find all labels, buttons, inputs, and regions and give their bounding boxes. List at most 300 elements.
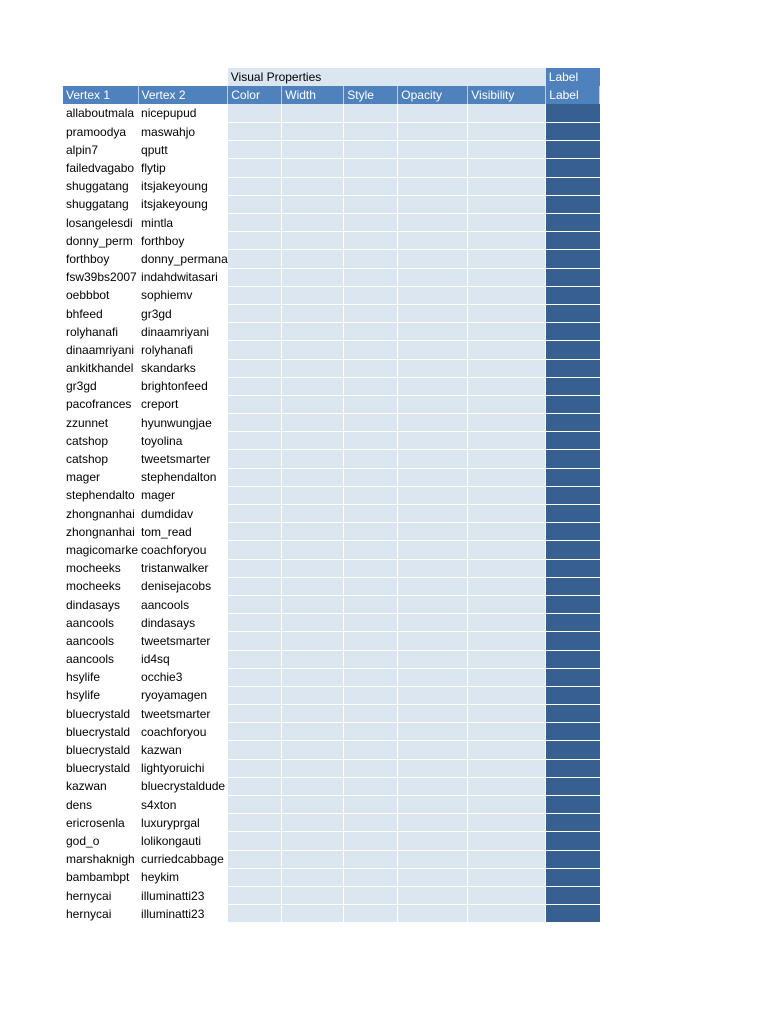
label-cell[interactable] [546, 414, 600, 432]
opacity-cell[interactable] [398, 850, 468, 868]
color-cell[interactable] [228, 359, 282, 377]
style-cell[interactable] [344, 850, 398, 868]
color-cell[interactable] [228, 886, 282, 904]
width-cell[interactable] [282, 377, 344, 395]
column-header-style[interactable]: Style [344, 86, 398, 104]
color-cell[interactable] [228, 632, 282, 650]
width-cell[interactable] [282, 759, 344, 777]
style-cell[interactable] [344, 632, 398, 650]
vertex-2-cell[interactable]: coachforyou [138, 541, 228, 559]
color-cell[interactable] [228, 159, 282, 177]
width-cell[interactable] [282, 359, 344, 377]
visibility-cell[interactable] [468, 886, 546, 904]
width-cell[interactable] [282, 341, 344, 359]
vertex-1-cell[interactable]: dens [63, 796, 138, 814]
color-cell[interactable] [228, 650, 282, 668]
color-cell[interactable] [228, 177, 282, 195]
style-cell[interactable] [344, 668, 398, 686]
visibility-cell[interactable] [468, 177, 546, 195]
opacity-cell[interactable] [398, 668, 468, 686]
label-cell[interactable] [546, 559, 600, 577]
vertex-2-cell[interactable]: hyunwungjae [138, 414, 228, 432]
vertex-1-cell[interactable]: bluecrystald [63, 759, 138, 777]
opacity-cell[interactable] [398, 395, 468, 413]
visibility-cell[interactable] [468, 341, 546, 359]
opacity-cell[interactable] [398, 686, 468, 704]
vertex-2-cell[interactable]: brightonfeed [138, 377, 228, 395]
vertex-1-cell[interactable]: shuggatang [63, 177, 138, 195]
color-cell[interactable] [228, 141, 282, 159]
label-cell[interactable] [546, 468, 600, 486]
column-header-visibility[interactable]: Visibility [468, 86, 546, 104]
vertex-2-cell[interactable]: luxuryprgal [138, 814, 228, 832]
style-cell[interactable] [344, 577, 398, 595]
opacity-cell[interactable] [398, 759, 468, 777]
vertex-2-cell[interactable]: itsjakeyoung [138, 195, 228, 213]
width-cell[interactable] [282, 541, 344, 559]
vertex-1-cell[interactable]: dindasays [63, 595, 138, 613]
color-cell[interactable] [228, 832, 282, 850]
width-cell[interactable] [282, 177, 344, 195]
color-cell[interactable] [228, 814, 282, 832]
width-cell[interactable] [282, 304, 344, 322]
width-cell[interactable] [282, 741, 344, 759]
width-cell[interactable] [282, 141, 344, 159]
label-cell[interactable] [546, 323, 600, 341]
visibility-cell[interactable] [468, 486, 546, 504]
style-cell[interactable] [344, 232, 398, 250]
visibility-cell[interactable] [468, 650, 546, 668]
color-cell[interactable] [228, 195, 282, 213]
width-cell[interactable] [282, 104, 344, 122]
opacity-cell[interactable] [398, 414, 468, 432]
vertex-1-cell[interactable]: catshop [63, 432, 138, 450]
style-cell[interactable] [344, 123, 398, 141]
vertex-1-cell[interactable]: donny_perm [63, 232, 138, 250]
label-cell[interactable] [546, 141, 600, 159]
vertex-1-cell[interactable]: mager [63, 468, 138, 486]
label-cell[interactable] [546, 377, 600, 395]
vertex-2-cell[interactable]: dinaamriyani [138, 323, 228, 341]
opacity-cell[interactable] [398, 214, 468, 232]
vertex-1-cell[interactable]: god_o [63, 832, 138, 850]
opacity-cell[interactable] [398, 741, 468, 759]
vertex-2-cell[interactable]: dumdidav [138, 505, 228, 523]
width-cell[interactable] [282, 414, 344, 432]
style-cell[interactable] [344, 141, 398, 159]
width-cell[interactable] [282, 705, 344, 723]
label-cell[interactable] [546, 541, 600, 559]
opacity-cell[interactable] [398, 323, 468, 341]
vertex-2-cell[interactable]: tom_read [138, 523, 228, 541]
vertex-2-cell[interactable]: s4xton [138, 796, 228, 814]
width-cell[interactable] [282, 195, 344, 213]
width-cell[interactable] [282, 886, 344, 904]
style-cell[interactable] [344, 686, 398, 704]
vertex-2-cell[interactable]: tristanwalker [138, 559, 228, 577]
opacity-cell[interactable] [398, 268, 468, 286]
opacity-cell[interactable] [398, 468, 468, 486]
color-cell[interactable] [228, 850, 282, 868]
vertex-2-cell[interactable]: kazwan [138, 741, 228, 759]
vertex-2-cell[interactable]: occhie3 [138, 668, 228, 686]
width-cell[interactable] [282, 432, 344, 450]
visibility-cell[interactable] [468, 595, 546, 613]
width-cell[interactable] [282, 395, 344, 413]
label-cell[interactable] [546, 777, 600, 795]
style-cell[interactable] [344, 886, 398, 904]
opacity-cell[interactable] [398, 814, 468, 832]
label-cell[interactable] [546, 614, 600, 632]
visibility-cell[interactable] [468, 359, 546, 377]
color-cell[interactable] [228, 796, 282, 814]
width-cell[interactable] [282, 323, 344, 341]
vertex-1-cell[interactable]: zzunnet [63, 414, 138, 432]
vertex-1-cell[interactable]: pramoodya [63, 123, 138, 141]
label-cell[interactable] [546, 686, 600, 704]
color-cell[interactable] [228, 123, 282, 141]
vertex-1-cell[interactable]: ankitkhandel [63, 359, 138, 377]
width-cell[interactable] [282, 796, 344, 814]
visibility-cell[interactable] [468, 705, 546, 723]
label-cell[interactable] [546, 905, 600, 923]
visibility-cell[interactable] [468, 868, 546, 886]
width-cell[interactable] [282, 232, 344, 250]
style-cell[interactable] [344, 250, 398, 268]
style-cell[interactable] [344, 523, 398, 541]
style-cell[interactable] [344, 868, 398, 886]
opacity-cell[interactable] [398, 177, 468, 195]
vertex-1-cell[interactable]: hernycai [63, 886, 138, 904]
vertex-1-cell[interactable]: marshaknigh [63, 850, 138, 868]
vertex-1-cell[interactable]: gr3gd [63, 377, 138, 395]
opacity-cell[interactable] [398, 577, 468, 595]
label-cell[interactable] [546, 850, 600, 868]
color-cell[interactable] [228, 395, 282, 413]
vertex-1-cell[interactable]: hsylife [63, 686, 138, 704]
label-cell[interactable] [546, 595, 600, 613]
vertex-1-cell[interactable]: bluecrystald [63, 723, 138, 741]
width-cell[interactable] [282, 214, 344, 232]
label-cell[interactable] [546, 505, 600, 523]
style-cell[interactable] [344, 614, 398, 632]
vertex-1-cell[interactable]: catshop [63, 450, 138, 468]
column-header-vertex-1[interactable]: Vertex 1 [63, 86, 138, 104]
visibility-cell[interactable] [468, 814, 546, 832]
width-cell[interactable] [282, 559, 344, 577]
width-cell[interactable] [282, 159, 344, 177]
column-header-label[interactable]: Label [546, 86, 600, 104]
style-cell[interactable] [344, 723, 398, 741]
style-cell[interactable] [344, 905, 398, 923]
visual-properties-group-header[interactable]: Visual Properties [228, 68, 546, 86]
style-cell[interactable] [344, 177, 398, 195]
opacity-cell[interactable] [398, 450, 468, 468]
vertex-2-cell[interactable]: dindasays [138, 614, 228, 632]
opacity-cell[interactable] [398, 250, 468, 268]
visibility-cell[interactable] [468, 741, 546, 759]
label-cell[interactable] [546, 450, 600, 468]
style-cell[interactable] [344, 286, 398, 304]
style-cell[interactable] [344, 214, 398, 232]
vertex-1-cell[interactable]: aancools [63, 614, 138, 632]
color-cell[interactable] [228, 341, 282, 359]
opacity-cell[interactable] [398, 304, 468, 322]
vertex-2-cell[interactable]: creport [138, 395, 228, 413]
label-cell[interactable] [546, 341, 600, 359]
label-cell[interactable] [546, 177, 600, 195]
width-cell[interactable] [282, 268, 344, 286]
vertex-2-cell[interactable]: illuminatti23 [138, 905, 228, 923]
vertex-1-cell[interactable]: losangelesdi [63, 214, 138, 232]
column-header-vertex-2[interactable]: Vertex 2 [138, 86, 228, 104]
opacity-cell[interactable] [398, 141, 468, 159]
visibility-cell[interactable] [468, 195, 546, 213]
visibility-cell[interactable] [468, 232, 546, 250]
visibility-cell[interactable] [468, 214, 546, 232]
label-cell[interactable] [546, 723, 600, 741]
vertex-1-cell[interactable]: allaboutmala [63, 104, 138, 122]
visibility-cell[interactable] [468, 632, 546, 650]
width-cell[interactable] [282, 523, 344, 541]
vertex-2-cell[interactable]: tweetsmarter [138, 632, 228, 650]
opacity-cell[interactable] [398, 195, 468, 213]
label-cell[interactable] [546, 814, 600, 832]
style-cell[interactable] [344, 796, 398, 814]
visibility-cell[interactable] [468, 377, 546, 395]
visibility-cell[interactable] [468, 541, 546, 559]
label-cell[interactable] [546, 432, 600, 450]
label-cell[interactable] [546, 232, 600, 250]
width-cell[interactable] [282, 905, 344, 923]
width-cell[interactable] [282, 868, 344, 886]
width-cell[interactable] [282, 632, 344, 650]
color-cell[interactable] [228, 759, 282, 777]
label-cell[interactable] [546, 104, 600, 122]
visibility-cell[interactable] [468, 286, 546, 304]
style-cell[interactable] [344, 323, 398, 341]
vertex-2-cell[interactable]: tweetsmarter [138, 705, 228, 723]
vertex-1-cell[interactable]: stephendalto [63, 486, 138, 504]
vertex-1-cell[interactable]: mocheeks [63, 559, 138, 577]
vertex-2-cell[interactable]: coachforyou [138, 723, 228, 741]
opacity-cell[interactable] [398, 650, 468, 668]
color-cell[interactable] [228, 468, 282, 486]
style-cell[interactable] [344, 705, 398, 723]
visibility-cell[interactable] [468, 832, 546, 850]
label-cell[interactable] [546, 650, 600, 668]
color-cell[interactable] [228, 777, 282, 795]
style-cell[interactable] [344, 377, 398, 395]
style-cell[interactable] [344, 486, 398, 504]
label-cell[interactable] [546, 868, 600, 886]
color-cell[interactable] [228, 705, 282, 723]
opacity-cell[interactable] [398, 505, 468, 523]
width-cell[interactable] [282, 723, 344, 741]
vertex-2-cell[interactable]: gr3gd [138, 304, 228, 322]
opacity-cell[interactable] [398, 614, 468, 632]
vertex-2-cell[interactable]: lightyoruichi [138, 759, 228, 777]
opacity-cell[interactable] [398, 723, 468, 741]
vertex-2-cell[interactable]: bluecrystaldude [138, 777, 228, 795]
opacity-cell[interactable] [398, 523, 468, 541]
label-cell[interactable] [546, 705, 600, 723]
style-cell[interactable] [344, 268, 398, 286]
color-cell[interactable] [228, 905, 282, 923]
color-cell[interactable] [228, 868, 282, 886]
label-cell[interactable] [546, 577, 600, 595]
visibility-cell[interactable] [468, 432, 546, 450]
column-header-opacity[interactable]: Opacity [398, 86, 468, 104]
vertex-2-cell[interactable]: qputt [138, 141, 228, 159]
width-cell[interactable] [282, 650, 344, 668]
color-cell[interactable] [228, 686, 282, 704]
label-group-header[interactable]: Label [546, 68, 600, 86]
vertex-1-cell[interactable]: pacofrances [63, 395, 138, 413]
style-cell[interactable] [344, 505, 398, 523]
opacity-cell[interactable] [398, 705, 468, 723]
opacity-cell[interactable] [398, 632, 468, 650]
opacity-cell[interactable] [398, 541, 468, 559]
style-cell[interactable] [344, 832, 398, 850]
visibility-cell[interactable] [468, 759, 546, 777]
visibility-cell[interactable] [468, 905, 546, 923]
vertex-1-cell[interactable]: bambambpt [63, 868, 138, 886]
width-cell[interactable] [282, 777, 344, 795]
style-cell[interactable] [344, 304, 398, 322]
vertex-2-cell[interactable]: donny_permana [138, 250, 228, 268]
vertex-1-cell[interactable]: bluecrystald [63, 705, 138, 723]
color-cell[interactable] [228, 723, 282, 741]
style-cell[interactable] [344, 159, 398, 177]
color-cell[interactable] [228, 377, 282, 395]
color-cell[interactable] [228, 414, 282, 432]
vertex-2-cell[interactable]: ryoyamagen [138, 686, 228, 704]
opacity-cell[interactable] [398, 377, 468, 395]
color-cell[interactable] [228, 250, 282, 268]
width-cell[interactable] [282, 123, 344, 141]
width-cell[interactable] [282, 686, 344, 704]
style-cell[interactable] [344, 759, 398, 777]
label-cell[interactable] [546, 395, 600, 413]
color-cell[interactable] [228, 323, 282, 341]
vertex-1-cell[interactable]: zhongnanhai [63, 523, 138, 541]
vertex-1-cell[interactable]: kazwan [63, 777, 138, 795]
color-cell[interactable] [228, 505, 282, 523]
label-cell[interactable] [546, 759, 600, 777]
visibility-cell[interactable] [468, 559, 546, 577]
opacity-cell[interactable] [398, 341, 468, 359]
vertex-2-cell[interactable]: tweetsmarter [138, 450, 228, 468]
vertex-1-cell[interactable]: bluecrystald [63, 741, 138, 759]
label-cell[interactable] [546, 741, 600, 759]
opacity-cell[interactable] [398, 868, 468, 886]
vertex-1-cell[interactable]: oebbbot [63, 286, 138, 304]
visibility-cell[interactable] [468, 723, 546, 741]
style-cell[interactable] [344, 650, 398, 668]
style-cell[interactable] [344, 195, 398, 213]
style-cell[interactable] [344, 468, 398, 486]
opacity-cell[interactable] [398, 159, 468, 177]
vertex-2-cell[interactable]: aancools [138, 595, 228, 613]
width-cell[interactable] [282, 577, 344, 595]
style-cell[interactable] [344, 741, 398, 759]
vertex-1-cell[interactable]: rolyhanafi [63, 323, 138, 341]
visibility-cell[interactable] [468, 777, 546, 795]
opacity-cell[interactable] [398, 123, 468, 141]
width-cell[interactable] [282, 505, 344, 523]
color-cell[interactable] [228, 541, 282, 559]
color-cell[interactable] [228, 559, 282, 577]
vertex-2-cell[interactable]: sophiemv [138, 286, 228, 304]
vertex-1-cell[interactable]: magicomarke [63, 541, 138, 559]
visibility-cell[interactable] [468, 104, 546, 122]
label-cell[interactable] [546, 668, 600, 686]
color-cell[interactable] [228, 668, 282, 686]
style-cell[interactable] [344, 450, 398, 468]
color-cell[interactable] [228, 286, 282, 304]
vertex-2-cell[interactable]: itsjakeyoung [138, 177, 228, 195]
label-cell[interactable] [546, 832, 600, 850]
label-cell[interactable] [546, 486, 600, 504]
visibility-cell[interactable] [468, 304, 546, 322]
width-cell[interactable] [282, 614, 344, 632]
vertex-2-cell[interactable]: heykim [138, 868, 228, 886]
vertex-2-cell[interactable]: illuminatti23 [138, 886, 228, 904]
opacity-cell[interactable] [398, 832, 468, 850]
label-cell[interactable] [546, 632, 600, 650]
vertex-1-cell[interactable]: failedvagabo [63, 159, 138, 177]
visibility-cell[interactable] [468, 614, 546, 632]
color-cell[interactable] [228, 486, 282, 504]
visibility-cell[interactable] [468, 505, 546, 523]
vertex-1-cell[interactable]: dinaamriyani [63, 341, 138, 359]
label-cell[interactable] [546, 250, 600, 268]
color-cell[interactable] [228, 523, 282, 541]
vertex-1-cell[interactable]: alpin7 [63, 141, 138, 159]
vertex-2-cell[interactable]: denisejacobs [138, 577, 228, 595]
vertex-1-cell[interactable]: forthboy [63, 250, 138, 268]
label-cell[interactable] [546, 304, 600, 322]
style-cell[interactable] [344, 414, 398, 432]
opacity-cell[interactable] [398, 905, 468, 923]
opacity-cell[interactable] [398, 432, 468, 450]
visibility-cell[interactable] [468, 250, 546, 268]
opacity-cell[interactable] [398, 104, 468, 122]
vertex-1-cell[interactable]: bhfeed [63, 304, 138, 322]
color-cell[interactable] [228, 432, 282, 450]
column-header-color[interactable]: Color [228, 86, 282, 104]
label-cell[interactable] [546, 286, 600, 304]
vertex-2-cell[interactable]: id4sq [138, 650, 228, 668]
vertex-2-cell[interactable]: nicepupud [138, 104, 228, 122]
label-cell[interactable] [546, 796, 600, 814]
vertex-2-cell[interactable]: indahdwitasari [138, 268, 228, 286]
style-cell[interactable] [344, 814, 398, 832]
color-cell[interactable] [228, 304, 282, 322]
opacity-cell[interactable] [398, 359, 468, 377]
vertex-2-cell[interactable]: flytip [138, 159, 228, 177]
opacity-cell[interactable] [398, 777, 468, 795]
color-cell[interactable] [228, 268, 282, 286]
label-cell[interactable] [546, 523, 600, 541]
vertex-1-cell[interactable]: hsylife [63, 668, 138, 686]
color-cell[interactable] [228, 741, 282, 759]
width-cell[interactable] [282, 832, 344, 850]
width-cell[interactable] [282, 286, 344, 304]
visibility-cell[interactable] [468, 414, 546, 432]
visibility-cell[interactable] [468, 468, 546, 486]
